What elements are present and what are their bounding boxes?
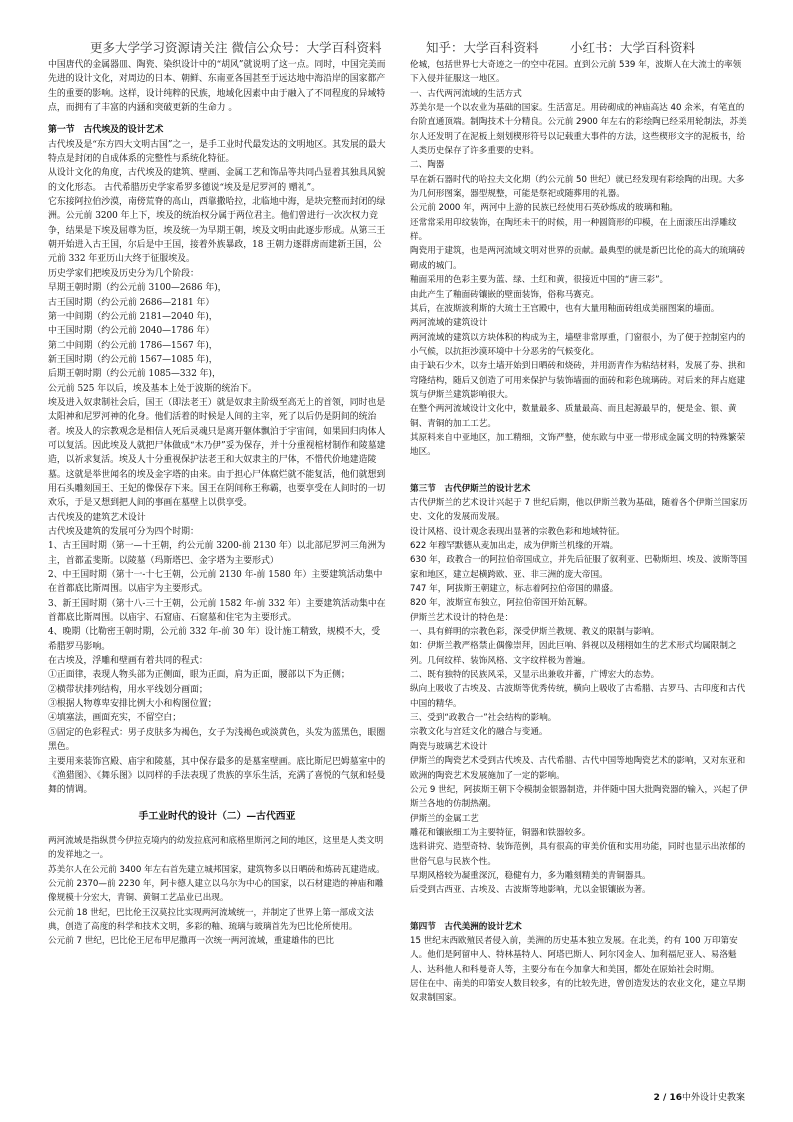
paragraph: 第二中间期（约公元前 1786—1567 年)，	[48, 340, 218, 351]
paragraph: 还常常采用印纹装饰，在陶坯未干的时候，用一种圆筒形的印模，在上面滚压出浮雕纹样。	[410, 217, 737, 243]
paragraph: 埃及进入奴隶制社会后，国王（即法老王）就是奴隶主阶级至高无上的首领，同时也是太阳神和尼罗河神的化身。他们活着的时候是人间的主宰，死了以后仍是阴间的统治者。埃及人的宗教观念是相信人死后灵魂只是离开躯体飘泊于宇宙间，如果回归肉体人可以复活。因此埃及人就把尸体做成“木乃伊”妥为保存，并十分重视棺材制作和陵墓建造，以祈求复活。埃及人十分重视保护法老王和大奴隶主的尸体，不惜代价地建造陵墓。这就是举世闻名的埃及金字塔的由来。由于担心尸体腐烂就不能复活，他们就想到用石头雕刻国王、王妃的像保存下来。国王在阴间称王称霸，也要享受在人间时的一切欢乐，于是又想到把人间的事画在墓壁上以供享受。	[48, 397, 386, 509]
paragraph: 公元前 2000 年，两河中上游的民族已经使用石英砂炼成的玻璃和釉。	[410, 203, 678, 214]
paragraph: 公元 9 世纪，阿拔斯王朝下令模制金银器制造，并伴随中国大批陶瓷器的输入，兴起了伊斯兰各地的仿制热潮。	[410, 784, 748, 810]
paragraph: 早在新石器时代的哈拉夫文化期（约公元前 50 世纪）就已经发现有彩绘陶的出现。大多为几何形图案，器型规整，可能是祭祀或随葬用的礼器。	[410, 174, 745, 200]
paragraph: 陶瓷用于建筑，也是两河流域文明对世界的贡献。最典型的就是新巴比伦的高大的琉璃砖砌成的城门。	[410, 246, 746, 271]
paragraph: ④填塞法，画面充实，不留空白；	[48, 713, 182, 724]
paragraph: 设计风格、设计观念表现出显著的宗教色彩和地域特征。	[410, 526, 625, 537]
paragraph: 由此产生了釉面砖镶嵌的壁面装饰，俗称马赛克。	[410, 289, 600, 300]
section-heading: 第一节 古代埃及的设计艺术	[48, 125, 164, 136]
paragraph: 两河流域是指纵贯今伊拉克境内的幼发拉底河和底格里斯河之间的地区，这里是人类文明的发祥地之一。	[48, 835, 384, 861]
left-text-column	[48, 58, 386, 949]
paragraph: 三、受到“政教合一”社会结构的影响。	[410, 713, 557, 724]
page-header	[90, 38, 730, 56]
paragraph: 4、晚期（比勒密王朝时期，公元前 332 年-前 30 年）设计施工精致，规模不大，受希腊罗马影响。	[48, 627, 381, 652]
paragraph: 伦城，包括世界七大奇迹之一的空中花园。直到公元前 539 年，波斯人在大流士的率领下入侵并征服这一地区。	[410, 60, 742, 85]
header-zhihu-note: 知乎：大学百科资料	[426, 40, 539, 55]
spacer	[410, 898, 748, 912]
spacer	[410, 460, 748, 474]
paragraph: 纵向上吸收了古埃及、古波斯等优秀传统，横向上吸收了古希腊、古罗马、古印度和古代中国的精华。	[410, 684, 746, 709]
paragraph: 古代埃及是“东方四大文明古国”之一，是手工业时代最发达的文明地区。其发展的最大特点是封闭的自成体系的完整性与系统化特征。	[48, 139, 386, 165]
paragraph: 其后，在波斯波利斯的大琉士王宫殿中，也有大量用釉面砖组成美丽图案的墙面。	[410, 303, 720, 314]
paragraph: 二、既有独特的民族风采，又显示出兼收并蓄，广博宏大的态势。	[410, 670, 660, 681]
paragraph: ③根据人物尊卑安排比例大小和构图位置；	[48, 699, 217, 710]
paragraph: 630 年，政教合一的阿拉伯帝国成立，并先后征服了叙利亚、巴勒斯坦、埃及、波斯等国家和地区，建立起横跨欧、亚、非三洲的庞大帝国。	[410, 555, 748, 580]
paragraph: 一、具有鲜明的宗教色彩，深受伊斯兰教规、教义的限制与影响。	[410, 627, 660, 638]
paragraph: 釉面采用的色彩主要为蓝、绿、土红和黄，很接近中国的“唐三彩”。	[410, 275, 669, 286]
page-footer	[654, 1090, 745, 1103]
paragraph: 苏美尔是一个以农业为基础的国家。生活富足。用砖砌成的神庙高达 40 余米，有笔直的台阶直通顶端。制陶技术十分精良。公元前 2900 年左右的彩绘陶已经采用轮制法，苏美尔人还发明了在泥板上刻划楔形符号以记载重大事件的方法，这些楔形文字的泥板书，给人类历史保存了许多重要的史料。	[410, 103, 747, 157]
paragraph: ⑤固定的色彩程式：男子皮肤多为褐色，女子为浅褐色或淡黄色，头发为蓝黑色，眼圈黑色。	[48, 727, 386, 753]
paragraph: 主要用来装饰宫殿、庙宇和陵墓，其中保存最多的是墓室壁画。底比斯尼巴姆墓室中的《渔猎图》、《舞乐图》以同样的手法表现了贵族的享乐生活，充满了喜悦的气氛和轻曼舞的情调。	[48, 756, 386, 796]
paragraph: 新王国时期（约公元前 1567—1085 年)，	[48, 354, 218, 365]
paragraph: 中王国时期（约公元前 2040—1786 年）	[48, 326, 215, 337]
paragraph: 在整个两河流域设计文化中，数量最多、质量最高、而且起源最早的，便是金、银、黄铜、青铜的加工工艺。	[410, 404, 737, 429]
paragraph: 公元前 525 年以后，埃及基本上处于波斯的统治下。	[48, 383, 257, 394]
paragraph: 宗教文化与宫廷文化的融合与变通。	[410, 727, 548, 738]
paragraph: 二、陶器	[410, 160, 445, 171]
paragraph: 在古埃及，浮雕和壁画有着共同的程式：	[48, 656, 208, 667]
paragraph: 两河流域的建筑以方块体积的构成为主，墙壁非常厚重，门窗很小，为了便于控制室内的小气候，以抗拒沙漠环境中十分恶劣的气候变化。	[410, 332, 746, 357]
paragraph: 古王国时期（约公元前 2686—2181 年）	[48, 297, 215, 308]
paragraph: 选料讲究、造型奇特、装饰范例，具有很高的审美价值和实用功能，同时也显示出浓郁的世俗气息与民族个性。	[410, 842, 746, 867]
paragraph: 从设计文化的角度，古代埃及的建筑、壁画、金属工艺和饰品等共同凸显着其独具风貌的文化形态。 古代希腊历史学家希罗多德说“埃及是尼罗河的 赠礼”。	[48, 168, 386, 193]
paragraph: 伊斯兰艺术设计的特色是：	[410, 612, 514, 623]
paragraph: ①正面律，表现人物头部为正侧面，眼为正面，肩为正面，腰部以下为正侧；	[48, 670, 350, 681]
chapter-heading: 手工业时代的设计（二）—古代西亚	[138, 810, 296, 822]
paragraph: 3、新王国时期（第十八-三十王朝，公元前 1582 年-前 332 年）主要建筑活动集中在首都底比斯周围。以庙宇、石窟庙、石窟墓和住宅为主要形式。	[48, 598, 386, 624]
paragraph: 古代埃及的建筑艺术设计	[48, 512, 146, 523]
paragraph: 伊斯兰的陶瓷艺术受到古代埃及、古代希腊、古代中国等地陶瓷艺术的影响，又对东亚和欧洲的陶瓷艺术发展施加了一定的影响。	[410, 756, 746, 781]
paragraph: 747 年，阿拔斯王朝建立，标志着阿拉伯帝国的鼎盛。	[410, 584, 619, 595]
section-heading: 第三节 古代伊斯兰的设计艺术	[410, 483, 531, 494]
paragraph: 公元前 7 世纪，巴比伦王尼布甲尼撒再一次统一两河流域，重建雄伟的巴比	[48, 936, 334, 947]
section-heading: 第四节 古代美洲的设计艺术	[410, 921, 522, 932]
paragraph: 622 年穆罕默德从麦加出走，成为伊斯兰机缘的开端。	[410, 541, 619, 551]
paragraph: 中国唐代的金属器皿、陶瓷、染织设计中的“胡风”就说明了这一点。同时，中国完美而先进的设计文化，对周边的日本、朝鲜、东南亚各国甚至于远达地中海沿岸的国家都产生的重要的影响。这样，设计纯粹的民族，地域化因素中由于融入了不同程度的异域特点，而拥有了丰富的内涵和突破更新的生命力 。	[48, 60, 386, 114]
paragraph: 历史学家们把埃及历史分为几个阶段：	[48, 268, 199, 279]
paragraph: 居住在中、南美的印第安人数目较多，有的比较先进，曾创造发达的农业文化，建立早期奴隶制国家。	[410, 978, 746, 1004]
paragraph: 公元前 18 世纪，巴比伦王汉莫拉比实现两河流域统一，并制定了世界上第一部成文法典，创造了高度的科学和技术文明，多彩的釉、琉璃与玻璃首先为巴比伦所使用。	[48, 907, 374, 932]
paragraph: 它东接阿拉伯沙漠，南傍荒脊的高山，西靠撒哈拉，北临地中海，是块完整而封闭的绿洲。公元前 3200 年上下，埃及的统治权分属于两位君主。他们曾进行一次次权力竞争，结果是下埃及屈尊为臣，埃及统一为早期王朝，埃及文明由此逐步形成。从第三王朝开始进入古王国，尔后是中王国，接着外族暴政，18 王朝力逐群虏而建新王国，公元前 332 年亚历山大终于征服埃及。	[48, 197, 386, 265]
paragraph: 如：伊斯兰教严格禁止偶像崇拜，因此巨响、斜视以及栩栩如生的艺术形式均属限制之列。几何纹样、装饰风格、文字纹样极为普遍。	[410, 641, 737, 666]
document-title: 中外设计史教案	[681, 1093, 745, 1103]
paragraph: 苏美尔人在公元前 3400 年左右首先建立城邦国家，建筑物多以日晒砖和炼砖瓦建造成。公元前 2370—前 2230 年，阿卡德人建立以乌尔为中心的国家，以石材建造的神庙和雕像规模十分宏大，青铜、黄铜工艺品业已出现。	[48, 864, 385, 904]
paragraph: 2、中王国时期（第十一-十七王朝，公元前 2130 年-前 1580 年）主要建筑活动集中在首都底比斯周围。以庙宇为主要形式。	[48, 570, 383, 595]
header-xiaohongshu-note: 小红书：大学百科资料	[570, 40, 696, 55]
right-text-column	[410, 58, 748, 1006]
paragraph: ②横带状排列结构，用水平线划分画面；	[48, 684, 208, 695]
paragraph: 伊斯兰的金属工艺	[410, 813, 479, 824]
paragraph: 后受到古西亚、古埃及、古波斯等地影响，尤以金银镶嵌为著。	[410, 885, 651, 896]
header-wechat-note: 更多大学学习资源请关注 微信公众号：大学百科资料	[90, 40, 382, 55]
paragraph: 古代伊斯兰的艺术设计兴起于 7 世纪后期，他以伊斯兰教为基础，随着各个伊斯兰国家历史、文化的发展而发展。	[410, 497, 748, 523]
page-number: 2 / 16	[653, 1093, 682, 1103]
paragraph: 两河流域的建筑设计	[410, 318, 488, 329]
paragraph: 其原料来自中亚地区，加工精细，文饰严整，使东欧与中亚一带形成金属文明的特殊繁荣地区。	[410, 432, 746, 458]
paragraph: 古代埃及建筑的发展可分为四个时期：	[48, 527, 199, 537]
paragraph: 一、古代两河流域的生活方式	[410, 88, 522, 99]
paragraph: 后期王朝时期（约公元前 1085—332 年)，	[48, 369, 221, 380]
paragraph: 陶瓷与玻璃艺术设计	[410, 741, 488, 752]
paragraph: 早期风格较为凝重深沉，稳健有力，多为雕刻精美的青铜器具。	[410, 870, 651, 881]
paragraph: 1、古王国时期（第一—十王朝，约公元前 3200-前 2130 年）以北部尼罗河三角洲为主，首都孟斐斯。以陵墓（玛斯塔巴、金字塔为主要形式）	[48, 541, 386, 566]
paragraph: 由于缺石少木，以夯土墙开始到日晒砖和烧砖，并用沥青作为粘结材料，发展了券、拱和穹隆结构，随后又创造了可用来保护与装饰墙面的面砖和彩色琉璃砖。对后来的拜占庭建筑与伊斯兰建筑影响很大。	[410, 361, 746, 400]
paragraph: 雕花和镶嵌细工为主要特征，铜器和铁器较多。	[410, 827, 591, 838]
paragraph: 820 年，波斯宣布独立，阿拉伯帝国开始瓦解。	[410, 598, 593, 609]
paragraph: 15 世纪末西欧殖民者侵入前，美洲的历史基本独立发展。在北美，约有 100 万印第安人。他们是阿留申人、特林基特人、阿塔巴斯人、阿尔冈金人、加利福尼亚人、易洛魁人、达科他人和科曼奇人等，主要分布在今加拿大和美国，都处在原始社会时期。	[410, 935, 738, 975]
paragraph: 早期王朝时期（约公元前 3100—2686 年)，	[48, 283, 227, 294]
paragraph: 第一中间期（约公元前 2181—2040 年)，	[48, 311, 218, 322]
